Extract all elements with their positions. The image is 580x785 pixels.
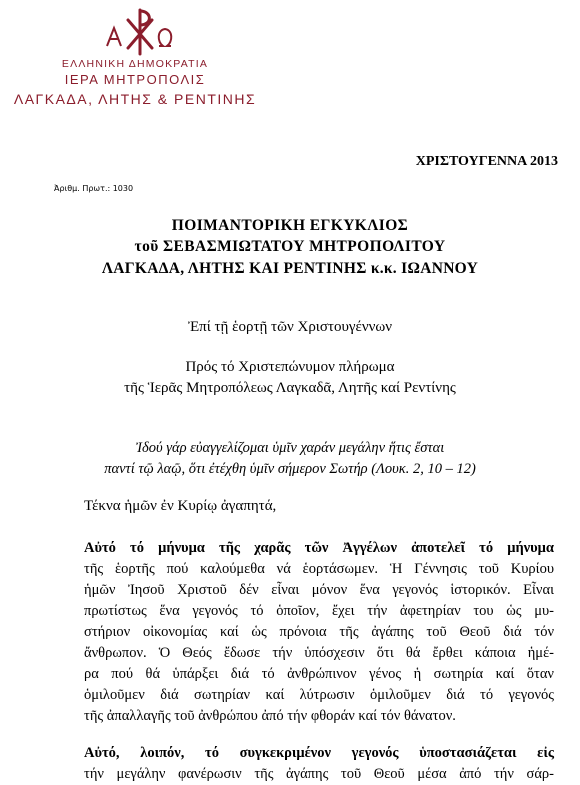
paragraph-line: ἡμῶν Ἰησοῦ Χριστοῦ δέν εἶναι μόνον ἕνα γεγονός ἱστορικόν. Εἶναι bbox=[84, 582, 554, 598]
chi-rho-icon bbox=[95, 6, 185, 56]
protocol-number: Ἀριθμ. Πρωτ.: 1030 bbox=[54, 184, 134, 193]
title-line-1: ΠΟΙΜΑΝΤΟΡΙΚΗ ΕΓΚΥΚΛΙΟΣ bbox=[171, 217, 409, 234]
header-region-line: ΛΑΓΚΑΔΑ, ΛΗΤΗΣ & ΡΕΝΤΙΝΗΣ bbox=[13, 91, 257, 107]
header-metropolis-line: ΙΕΡΑ ΜΗΤΡΟΠΟΛΙΣ bbox=[64, 72, 206, 87]
greeting: Τέκνα ἡμῶν ἐν Κυρίῳ ἀγαπητά, bbox=[84, 498, 277, 514]
paragraph-line: τῆς ἑορτῆς πού καλούμεθα νά ἑορτάσωμεν. Ἡ Γέννησις τοῦ Κυρίου bbox=[84, 561, 554, 577]
paragraph-line: πρωτίστως ἕνα γεγονός τό ὁποῖον, ἔχει τήν ἀφετηρίαν του ὡς μυ- bbox=[84, 603, 554, 619]
scripture-quote-line-2: παντί τῷ λαῷ, ὅτι ἐτέχθη ὑμῖν σήμερον Σωτήρ (Λουκ. 2, 10 – 12) bbox=[104, 461, 476, 477]
occasion-line: Ἐπί τῇ ἑορτῇ τῶν Χριστουγέννων bbox=[187, 319, 393, 335]
paragraph-line: τήν μεγάλην φανέρωσιν τῆς ἀγάπης τοῦ Θεοῦ μέσα ἀπό τήν σάρ- bbox=[84, 766, 554, 782]
paragraph-line: ὁμιλοῦμεν διά σωτηρίαν καί λύτρωσιν ὁμιλοῦμεν διά τό γεγονός bbox=[84, 687, 554, 703]
paragraph-line: Αὐτό, λοιπόν, τό συγκεκριμένον γεγονός ὑποστασιάζεται εἰς bbox=[84, 745, 554, 761]
paragraph-line: ρα πού θά ὑπάρξει διά τό ἀνθρώπινον γένος ἡ σωτηρία καί ὅταν bbox=[84, 666, 554, 682]
paragraph-line: τῆς ἀπαλλαγῆς τοῦ ἀνθρώπου ἀπό τήν φθοράν καί τόν θάνατον. bbox=[84, 708, 456, 724]
document-date: ΧΡΙΣΤΟΥΓΕΝΝΑ 2013 bbox=[415, 154, 558, 169]
paragraph-line: ἄνθρωπον. Ὁ Θεός ἔδωσε τήν ὑπόσχεσιν ὅτι θά ἔρθει κάποια ἡμέ- bbox=[84, 645, 554, 661]
title-line-3: ΛΑΓΚΑΔΑ, ΛΗΤΗΣ ΚΑΙ ΡΕΝΤΙΝΗΣ κ.κ. ΙΩΑΝΝΟΥ bbox=[101, 260, 479, 277]
paragraph-line: στήριον οἰκονομίας καί ὡς πρόνοια τῆς ἀγάπης τοῦ Θεοῦ διά τόν bbox=[84, 624, 554, 640]
addressee-line-1: Πρός τό Χριστεπώνυμον πλήρωμα bbox=[185, 359, 395, 375]
paragraph-1 bbox=[84, 538, 554, 727]
header-state-line: ΕΛΛΗΝΙΚΗ ΔΗΜΟΚΡΑΤΙΑ bbox=[61, 58, 209, 70]
scripture-quote-line-1: Ἰδού γάρ εὐαγγελίζομαι ὑμῖν χαράν μεγάλην ἥτις ἔσται bbox=[135, 440, 445, 456]
paragraph-line: Αὐτό τό μήνυμα τῆς χαρᾶς τῶν Ἀγγέλων ἀποτελεῖ τό μήνυμα bbox=[84, 540, 554, 556]
title-line-2: τοῦ ΣΕΒΑΣΜΙΩΤΑΤΟΥ ΜΗΤΡΟΠΟΛΙΤΟΥ bbox=[134, 238, 446, 255]
paragraph-2 bbox=[84, 743, 554, 785]
metropolis-logo bbox=[95, 6, 185, 56]
addressee-line-2: τῆς Ἱερᾶς Μητροπόλεως Λαγκαδᾶ, Ληтῆς καί Ρεντίνης bbox=[124, 380, 456, 396]
